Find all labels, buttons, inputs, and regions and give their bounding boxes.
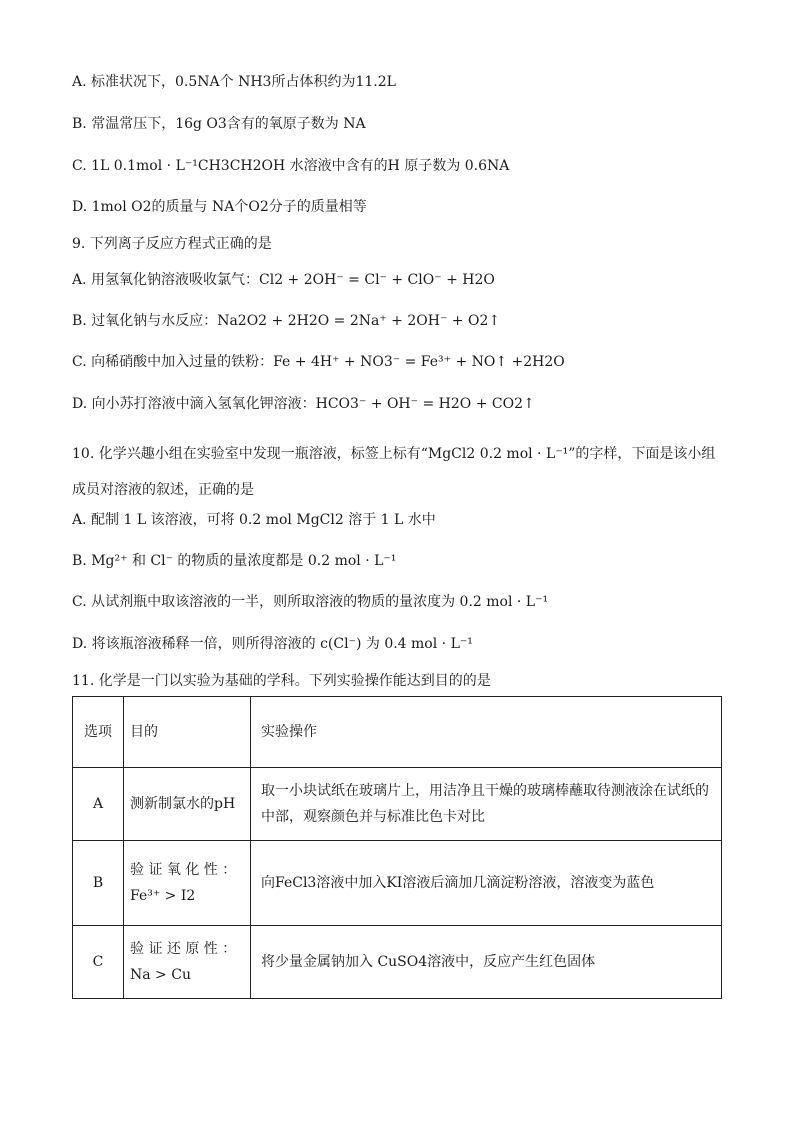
row-option: B (73, 841, 124, 926)
q11-stem: 11. 化学是一门以实验为基础的学科。下列实验操作能达到目的的是 (72, 673, 491, 689)
row-operation: 向FeCl3溶液中加入KI溶液后滴加几滴淀粉溶液，溶液变为蓝色 (251, 841, 722, 926)
q9-option-a: A. 用氢氧化钠溶液吸收氯气：Cl2 + 2OH⁻ = Cl⁻ + ClO⁻ + H2O (72, 272, 495, 288)
q9-option-b: B. 过氧化钠与水反应：Na2O2 + 2H2O = 2Na⁺ + 2OH⁻ + O2↑ (72, 313, 501, 329)
q11-table (72, 696, 722, 999)
q10-option-b: B. Mg²⁺ 和 Cl⁻ 的物质的量浓度都是 0.2 mol · L⁻¹ (72, 553, 397, 569)
header-operation: 实验操作 (251, 697, 722, 768)
q10-option-a: A. 配制 1 L 该溶液，可将 0.2 mol MgCl2 溶于 1 L 水中 (72, 512, 436, 528)
table-row (73, 768, 722, 841)
table-row (73, 926, 722, 999)
q9-option-c: C. 向稀硝酸中加入过量的铁粉：Fe + 4H⁺ + NO3⁻ = Fe³⁺ + NO↑ +2H2O (72, 354, 565, 370)
q10-option-d: D. 将该瓶溶液稀释一倍，则所得溶液的 c(Cl⁻) 为 0.4 mol · L⁻¹ (72, 636, 473, 652)
header-purpose: 目的 (124, 697, 251, 768)
q9-option-d: D. 向小苏打溶液中滴入氢氧化钾溶液：HCO3⁻ + OH⁻ = H2O + CO2↑ (72, 396, 535, 412)
q8-option-a: A. 标准状况下，0.5NA个 NH3所占体积约为11.2L (72, 74, 396, 90)
q9-stem: 9. 下列离子反应方程式正确的是 (72, 236, 272, 252)
q8-option-d: D. 1mol O2的质量与 NA个O2分子的质量相等 (72, 199, 367, 215)
header-option: 选项 (73, 697, 124, 768)
q10-stem: 10. 化学兴趣小组在实验室中发现一瓶溶液，标签上标有“MgCl2 0.2 mol · L⁻¹”的字样，下面是该小组成员对溶液的叙述，正确的是 (72, 446, 716, 498)
table-row (73, 841, 722, 926)
table-header-row (73, 697, 722, 768)
row-operation: 将少量金属钠加入 CuSO4溶液中，反应产生红色固体 (251, 926, 722, 999)
row-purpose: 测新制氯水的pH (124, 768, 251, 841)
row-operation: 取一小块试纸在玻璃片上，用洁净且干燥的玻璃棒蘸取待测液涂在试纸的中部，观察颜色并与标准比色卡对比 (251, 768, 722, 841)
q8-option-c: C. 1L 0.1mol · L⁻¹CH3CH2OH 水溶液中含有的H 原子数为 0.6NA (72, 158, 510, 174)
row-purpose: 验 证 氧 化 性 ： Fe³⁺ > I2 (124, 841, 251, 926)
q8-option-b: B. 常温常压下，16g O3含有的氧原子数为 NA (72, 116, 366, 132)
row-option: A (73, 768, 124, 841)
row-purpose: 验 证 还 原 性 ： Na > Cu (124, 926, 251, 999)
q10-option-c: C. 从试剂瓶中取该溶液的一半，则所取溶液的物质的量浓度为 0.2 mol · L⁻¹ (72, 594, 549, 610)
row-option: C (73, 926, 124, 999)
